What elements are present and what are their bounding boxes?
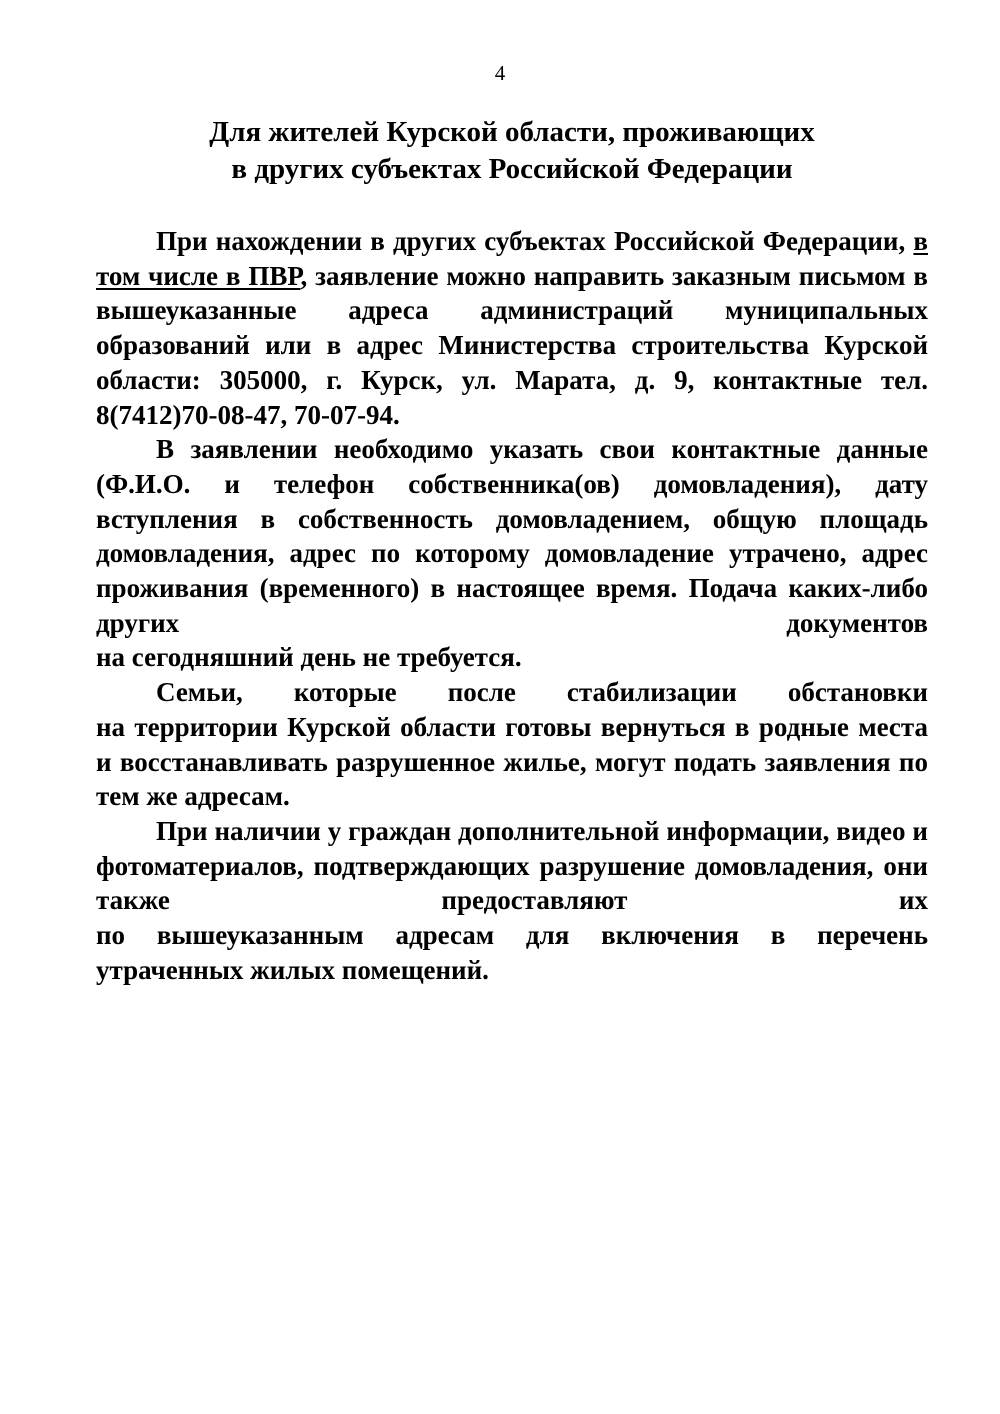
paragraph-returning-families-end	[96, 710, 928, 814]
document-body	[96, 224, 928, 987]
paragraph-returning-families	[96, 675, 928, 710]
page-number: 4	[494, 61, 506, 85]
title-line-1: Для жителей Курской области, проживающих	[209, 116, 815, 148]
underlined-pvr-text: в том числе в ПВР	[96, 226, 928, 291]
paragraph-2-text-end: на сегодняшний день не требуется.	[96, 642, 522, 673]
paragraph-4-text-start: При наличии у граждан дополнительной информации, видео и фотоматериалов, подтверждающих разрушение домовладения, они также предоставляют их	[96, 815, 928, 916]
paragraph-4-text-end: по вышеуказанным адресам для включения в перечень утраченных жилых помещений.	[96, 920, 928, 985]
paragraph-1-text-start: При нахождении в других субъектах Российской Федерации,	[156, 226, 914, 256]
title-line-2: в других субъектах Российской Федерации	[231, 153, 793, 185]
paragraph-required-data-end	[96, 640, 928, 675]
paragraph-1-text-end: , заявление можно направить заказным письмом в вышеуказанные адреса администраций муниципальных образований или в адрес Министерства строительства Курской области: 305000, г. Курск, ул. Марата, д. 9, контактные тел. 8(7412)70-08-47, 70-07-94.	[96, 260, 928, 430]
paragraph-additional-materials	[96, 814, 928, 918]
paragraph-additional-materials-end	[96, 918, 928, 987]
page-title	[96, 114, 928, 188]
paragraph-submission-methods	[96, 224, 928, 432]
paragraph-3-text-start: Семьи, которые после стабилизации обстановки	[156, 677, 928, 708]
paragraph-required-data	[96, 432, 928, 640]
paragraph-2-text: В заявлении необходимо указать свои контактные данные (Ф.И.О. и телефон собственника(ов) домовладения), дату вступления в собственность домовладением, общую площадь домовладения, адрес по которому домовладение утрачено, адрес проживания (временного) в настоящее время. Подача каких-либо других документов	[96, 434, 928, 638]
paragraph-3-text-end: на территории Курской области готовы вернуться в родные места и восстанавливать разрушенное жилье, могут подать заявления по тем же адресам.	[96, 711, 928, 812]
